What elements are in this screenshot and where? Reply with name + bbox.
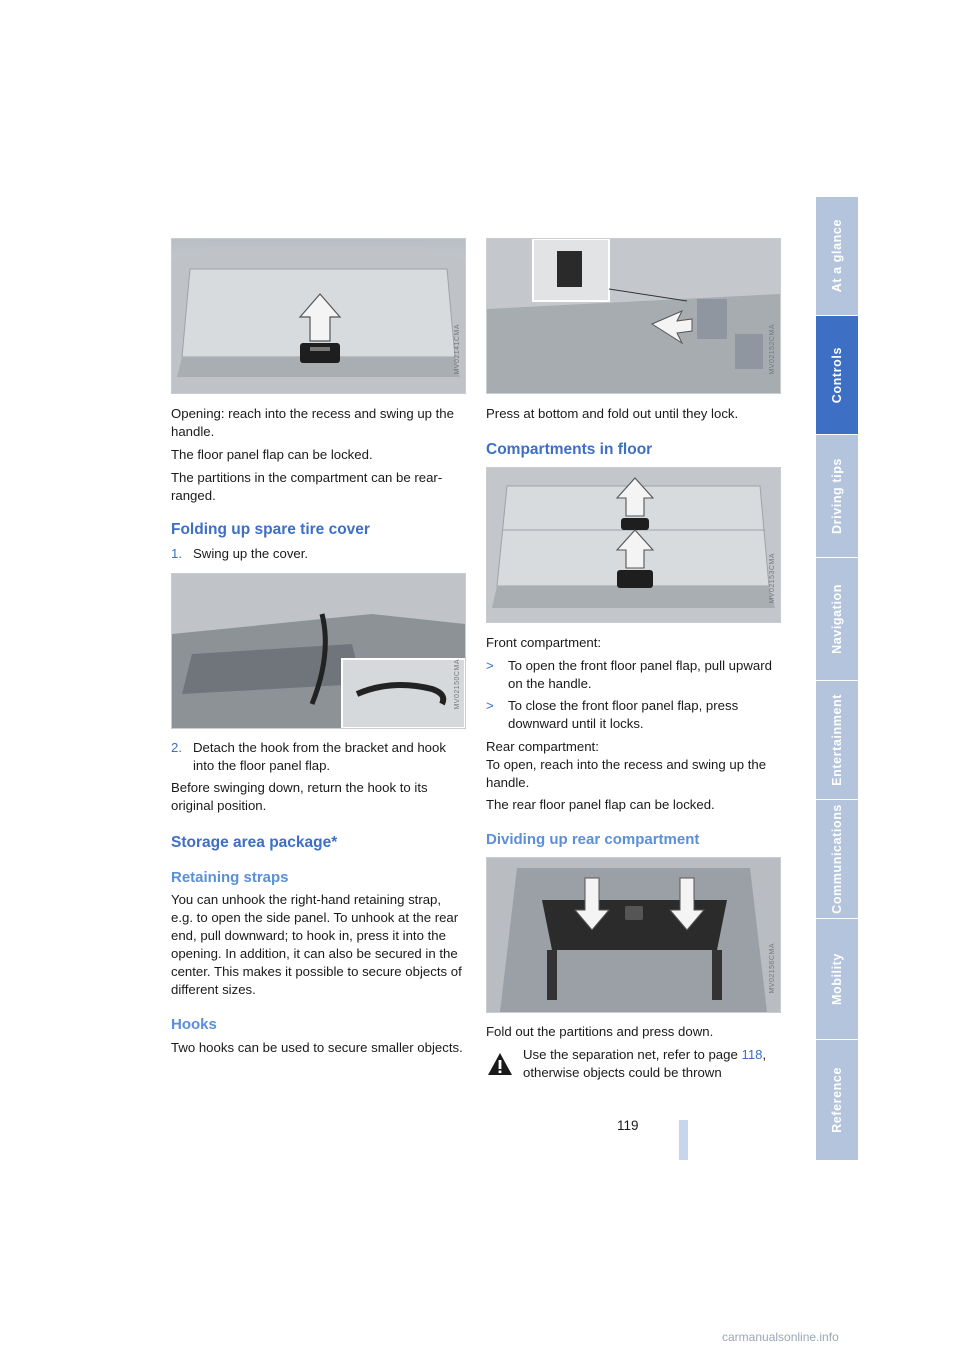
lock-text: The floor panel flap can be locked. — [171, 447, 373, 462]
front-compartment-label: Front compartment: — [486, 635, 602, 650]
figure-code: MV02156CMA — [769, 943, 776, 994]
rear-compartment-label: Rear compartment: — [486, 739, 599, 754]
page-number-bar — [679, 1120, 688, 1160]
heading-storage-area-package: Storage area package* — [171, 834, 338, 851]
footer-watermark: carmanualsonline.info — [722, 1330, 839, 1344]
latch-illustration — [487, 239, 780, 393]
tab-navigation[interactable]: Navigation — [816, 558, 858, 682]
chapter-side-tabs — [816, 197, 858, 1160]
figure-code: MV02153CMA — [769, 553, 776, 604]
hooks-text: Two hooks can be used to secure smaller objects. — [171, 1040, 463, 1055]
fold-out-text: Fold out the partitions and press down. — [486, 1024, 714, 1039]
warning-text: Use the separation net, refer to page 118, otherwise objects could be thrown — [523, 1047, 767, 1080]
figure-code: MV02152CMA — [769, 324, 776, 375]
press-fold-text: Press at bottom and fold out until they lock. — [486, 406, 739, 421]
rear-compartment-text: To open, reach into the recess and swing up the handle. — [486, 757, 767, 790]
tab-mobility[interactable]: Mobility — [816, 919, 858, 1041]
page-number: 119 — [617, 1118, 639, 1133]
compartments-illustration — [487, 468, 780, 622]
figure-partition-latch — [486, 238, 781, 394]
figure-dividing-partitions — [486, 857, 781, 1013]
step-1: 1. Swing up the cover. — [171, 546, 309, 561]
figure-floor-compartments — [486, 467, 781, 623]
figure-floor-panel-handle — [171, 238, 466, 394]
heading-dividing-rear-compartment: Dividing up rear compartment — [486, 831, 700, 848]
tab-entertainment[interactable]: Entertainment — [816, 681, 858, 801]
heading-folding-spare-tire: Folding up spare tire cover — [171, 521, 370, 538]
opening-text: Opening: reach into the recess and swing up the handle. — [171, 406, 454, 439]
tab-at-a-glance[interactable]: At a glance — [816, 197, 858, 317]
partitions-text: The partitions in the compartment can be rear-ranged. — [171, 470, 443, 503]
tab-reference[interactable]: Reference — [816, 1040, 858, 1162]
hook-illustration — [172, 574, 465, 728]
partitions-illustration — [487, 858, 780, 1012]
retaining-straps-text: You can unhook the right-hand retaining strap, e.g. to open the side panel. To unhook at the rear end, pull downward; to hook in, press it into the opening. In addition, it can also be secured in the center. This makes it possible to secure objects of different sizes. — [171, 892, 462, 997]
tab-communications[interactable]: Communications — [816, 800, 858, 920]
rear-lock-text: The rear floor panel flap can be locked. — [486, 797, 715, 812]
heading-retaining-straps: Retaining straps — [171, 869, 289, 886]
bullet-open-front: > To open the front floor panel flap, pull upward on the handle. — [486, 658, 772, 691]
tab-controls[interactable]: Controls — [816, 316, 858, 436]
swing-down-text: Before swinging down, return the hook to its original position. — [171, 780, 428, 813]
step-2: 2. Detach the hook from the bracket and hook into the floor panel flap. — [171, 740, 446, 773]
floor-panel-illustration — [172, 239, 465, 393]
bullet-close-front: > To close the front floor panel flap, press downward until it locks. — [486, 698, 739, 731]
figure-code: MV02141CMA — [454, 324, 461, 375]
page-link-118[interactable]: 118 — [741, 1047, 763, 1062]
figure-code: MV02150CMA — [454, 659, 461, 710]
warning-triangle-icon — [486, 1050, 514, 1078]
tab-driving-tips[interactable]: Driving tips — [816, 435, 858, 559]
heading-compartments-in-floor: Compartments in floor — [486, 441, 653, 458]
heading-hooks: Hooks — [171, 1016, 217, 1033]
figure-spare-tire-hook — [171, 573, 466, 729]
